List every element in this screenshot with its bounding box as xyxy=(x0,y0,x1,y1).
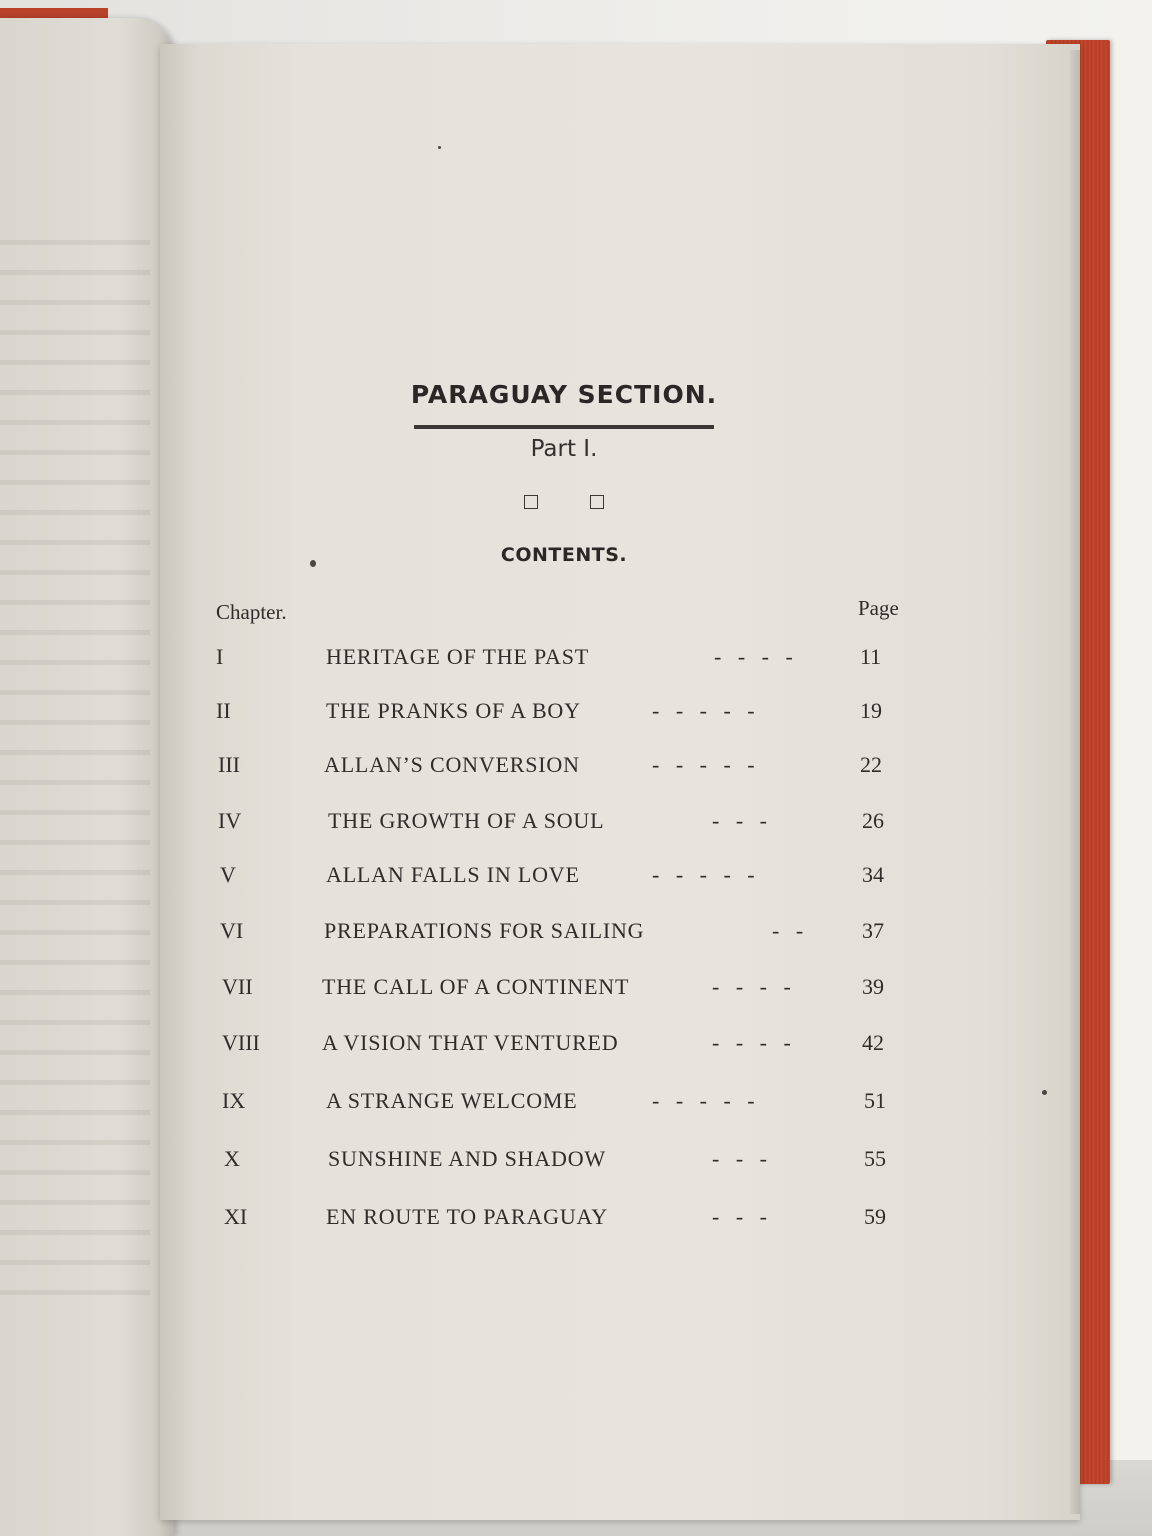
chapter-page-number: 26 xyxy=(862,808,884,833)
leader-dashes: - - - xyxy=(712,808,767,833)
toc-entry xyxy=(160,918,960,948)
chapter-page-number: 11 xyxy=(860,644,882,669)
chapter-title: SUNSHINE AND SHADOW xyxy=(328,1146,606,1171)
section-title: PARAGUAY SECTION. xyxy=(410,380,718,409)
leader-dashes: - - - xyxy=(712,1204,767,1229)
leader-dashes: - - - - xyxy=(712,1030,791,1055)
toc-entry xyxy=(160,644,960,674)
leader-dashes: - - - - - xyxy=(652,752,755,777)
chapter-number: II xyxy=(216,698,231,723)
toc-entry xyxy=(160,974,960,1004)
chapter-number: VIII xyxy=(222,1030,260,1055)
chapter-title: PREPARATIONS FOR SAILING xyxy=(324,918,645,943)
leader-dashes: - - - - xyxy=(712,974,791,999)
part-label: Part I. xyxy=(530,436,598,462)
leader-dashes: - - - - - xyxy=(652,1088,755,1113)
chapter-page-number: 55 xyxy=(864,1146,886,1171)
chapter-number: XI xyxy=(224,1204,248,1229)
chapter-title: ALLAN’S CONVERSION xyxy=(324,752,580,777)
leader-dashes: - - xyxy=(772,918,804,943)
chapter-title: A VISION THAT VENTURED xyxy=(322,1030,619,1055)
title-underline xyxy=(414,425,714,429)
leader-dashes: - - - - xyxy=(714,644,793,669)
paper-speck xyxy=(1042,1090,1047,1095)
toc-entry xyxy=(160,752,960,782)
chapter-page-number: 39 xyxy=(862,974,884,999)
chapter-number: IV xyxy=(218,808,242,833)
chapter-page-number: 51 xyxy=(864,1088,886,1113)
chapter-title: HERITAGE OF THE PAST xyxy=(326,644,589,669)
chapter-number: I xyxy=(216,644,224,669)
toc-entry xyxy=(160,808,960,838)
chapter-number: V xyxy=(220,862,236,887)
toc-entry xyxy=(160,1030,960,1060)
chapter-title: THE PRANKS OF A BOY xyxy=(326,698,581,723)
chapter-page-number: 37 xyxy=(862,918,884,943)
contents-heading: CONTENTS. xyxy=(500,544,628,566)
chapter-title: A STRANGE WELCOME xyxy=(326,1088,578,1113)
chapter-number: VII xyxy=(222,974,253,999)
chapter-page-number: 34 xyxy=(862,862,884,887)
chapter-page-number: 22 xyxy=(860,752,882,777)
leader-dashes: - - - - - xyxy=(652,862,755,887)
chapter-page-number: 42 xyxy=(862,1030,884,1055)
chapter-title: THE GROWTH OF A SOUL xyxy=(328,808,605,833)
chapter-number: III xyxy=(218,752,240,777)
chapter-page-number: 19 xyxy=(860,698,882,723)
toc-entry xyxy=(160,862,960,892)
left-page-show-through-text xyxy=(0,218,150,1318)
chapter-title: EN ROUTE TO PARAGUAY xyxy=(326,1204,608,1229)
paper-speck xyxy=(438,146,441,149)
chapter-column-header: Chapter. xyxy=(216,600,287,624)
chapter-number: VI xyxy=(220,918,244,943)
contents-page xyxy=(160,44,1080,1520)
toc-entry xyxy=(160,698,960,728)
chapter-number: X xyxy=(224,1146,240,1171)
chapter-page-number: 59 xyxy=(864,1204,886,1229)
toc-entry xyxy=(160,1146,960,1176)
leader-dashes: - - - xyxy=(712,1146,767,1171)
chapter-title: ALLAN FALLS IN LOVE xyxy=(326,862,580,887)
toc-entry xyxy=(160,1088,960,1118)
left-page xyxy=(0,18,174,1536)
page-column-header: Page xyxy=(858,596,899,620)
paper-speck xyxy=(310,560,316,567)
ornament-square-icon xyxy=(524,495,538,509)
chapter-title: THE CALL OF A CONTINENT xyxy=(322,974,630,999)
ornament-square-icon xyxy=(590,495,604,509)
chapter-number: IX xyxy=(222,1088,246,1113)
toc-entry xyxy=(160,1204,960,1234)
leader-dashes: - - - - - xyxy=(652,698,755,723)
